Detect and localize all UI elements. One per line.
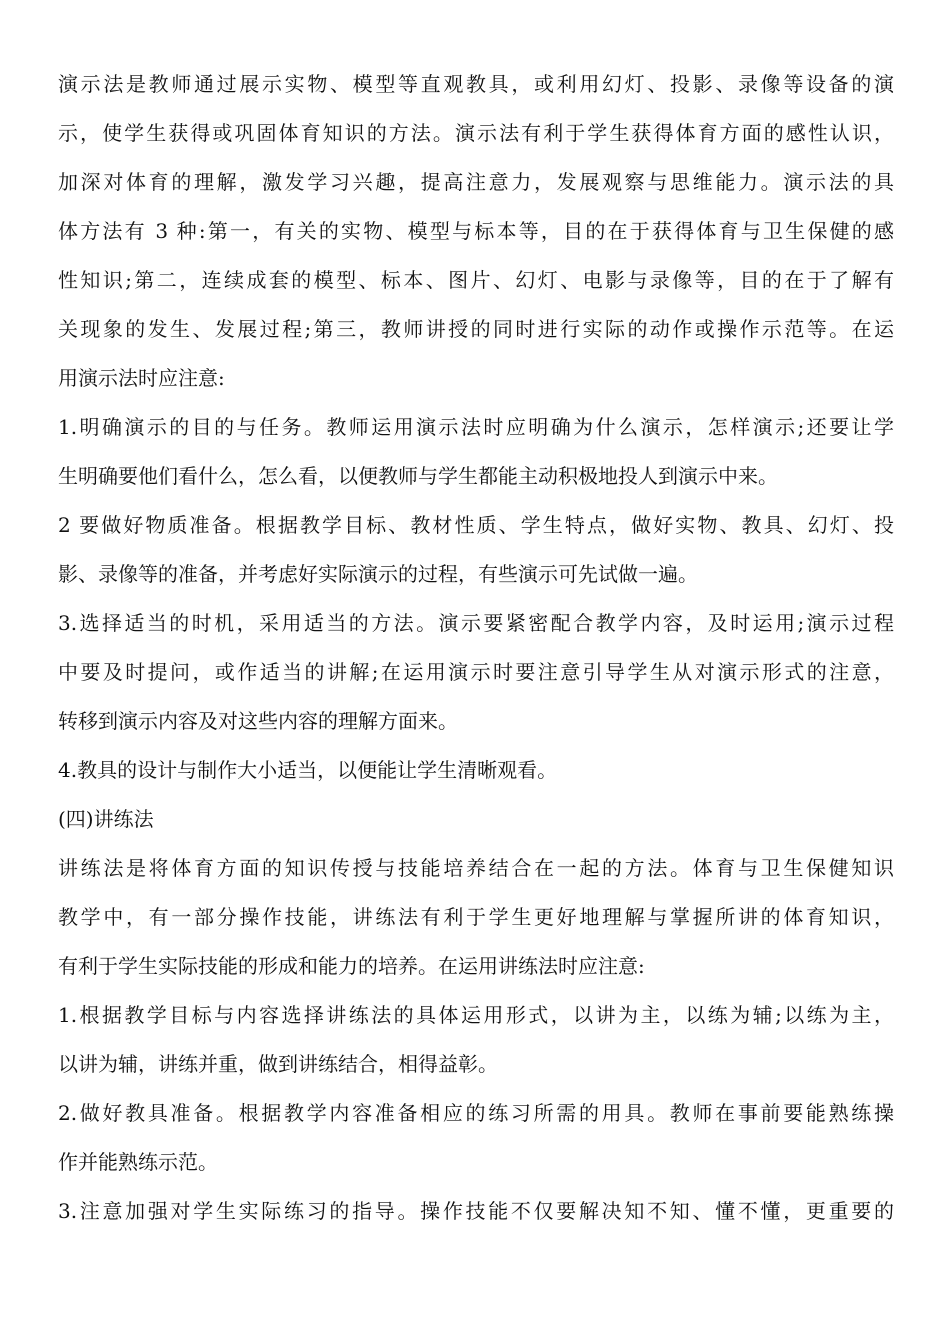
text-line: 4.教具的设计与制作大小适当，以便能让学生清晰观看。 xyxy=(58,758,558,782)
section-heading: (四)讲练法 xyxy=(58,807,154,831)
text-line: 影、录像等的准备，并考虑好实际演示的过程，有些演示可先试做一遍。 xyxy=(58,562,698,586)
text-line: 1.根据教学目标与内容选择讲练法的具体运用形式，以讲为主，以练为辅;以练为主， xyxy=(58,1003,894,1027)
text-line: 用演示法时应注意: xyxy=(58,366,225,390)
text-line: 3.选择适当的时机，采用适当的方法。演示要紧密配合教学内容，及时运用;演示过程 xyxy=(58,611,894,635)
text-line: 转移到演示内容及对这些内容的理解方面来。 xyxy=(58,709,458,733)
text-line: 中要及时提问，或作适当的讲解;在运用演示时要注意引导学生从对演示形式的注意， xyxy=(58,660,894,684)
text-line: 关现象的发生、发展过程;第三，教师讲授的同时进行实际的动作或操作示范等。在运 xyxy=(58,317,894,341)
text-line: 性知识;第二，连续成套的模型、标本、图片、幻灯、电影与录像等，目的在于了解有 xyxy=(58,268,894,292)
text-line: 2.做好教具准备。根据教学内容准备相应的练习所需的用具。教师在事前要能熟练操 xyxy=(58,1101,894,1125)
text-line: 教学中，有一部分操作技能，讲练法有利于学生更好地理解与掌握所讲的体育知识， xyxy=(58,905,894,929)
text-line: 讲练法是将体育方面的知识传授与技能培养结合在一起的方法。体育与卫生保健知识 xyxy=(58,856,894,880)
text-line: 作并能熟练示范。 xyxy=(58,1150,218,1174)
text-line: 生明确要他们看什么，怎么看，以便教师与学生都能主动积极地投人到演示中来。 xyxy=(58,464,778,488)
text-line: 2 要做好物质准备。根据教学目标、教材性质、学生特点，做好实物、教具、幻灯、投 xyxy=(58,513,894,537)
text-line: 以讲为辅，讲练并重，做到讲练结合，相得益彰。 xyxy=(58,1052,498,1076)
text-line: 1.明确演示的目的与任务。教师运用演示法时应明确为什么演示，怎样演示;还要让学 xyxy=(58,415,894,439)
text-line: 体方法有 3 种:第一，有关的实物、模型与标本等，目的在于获得体育与卫生保健的感 xyxy=(58,219,894,243)
text-line: 加深对体育的理解，激发学习兴趣，提高注意力，发展观察与思维能力。演示法的具 xyxy=(58,170,894,194)
text-line: 示，使学生获得或巩固体育知识的方法。演示法有利于学生获得体育方面的感性认识， xyxy=(58,121,894,145)
text-line: 3.注意加强对学生实际练习的指导。操作技能不仅要解决知不知、懂不懂，更重要的 xyxy=(58,1199,894,1223)
text-line: 演示法是教师通过展示实物、模型等直观教具，或利用幻灯、投影、录像等设备的演 xyxy=(58,72,894,96)
text-line: 有利于学生实际技能的形成和能力的培养。在运用讲练法时应注意: xyxy=(58,954,645,978)
